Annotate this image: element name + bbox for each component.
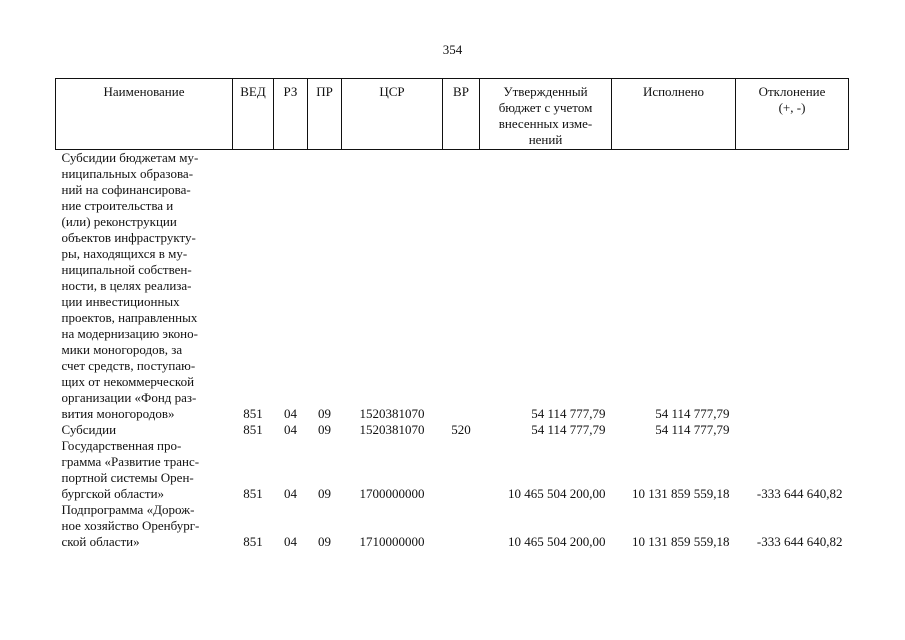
- row-name-line: (или) реконструкции: [61, 214, 177, 229]
- table-row: [56, 438, 849, 502]
- table-row: [56, 422, 849, 438]
- cell-csr: 1520381070: [359, 406, 425, 421]
- row-name-line: вития моногородов»: [61, 406, 175, 421]
- cell-vr: [443, 502, 480, 550]
- row-name: [56, 502, 233, 550]
- row-name-line: портной системы Орен-: [61, 470, 194, 485]
- header-rz: РЗ: [274, 79, 308, 150]
- row-name-line: объектов инфраструкту-: [61, 230, 196, 245]
- header-vr: ВР: [443, 79, 480, 150]
- header-approved: [480, 79, 612, 150]
- cell-pr: 09: [318, 486, 331, 501]
- cell-deviation: [736, 150, 849, 423]
- header-deviation-line: Отклонение: [758, 84, 826, 99]
- header-csr: ЦСР: [342, 79, 443, 150]
- row-name: [56, 150, 233, 423]
- budget-table: [55, 78, 849, 550]
- header-executed: Исполнено: [612, 79, 736, 150]
- header-approved-line: Утвержденный: [503, 84, 588, 99]
- cell-approved: 10 465 504 200,00: [508, 486, 606, 501]
- cell-executed: 10 131 859 559,18: [632, 534, 730, 549]
- row-name-line: на модернизацию эконо-: [61, 326, 198, 341]
- cell-pr: 09: [318, 534, 331, 549]
- cell-approved: 54 114 777,79: [531, 422, 606, 437]
- cell-approved: 54 114 777,79: [531, 406, 606, 421]
- cell-ved: 851: [243, 486, 263, 501]
- row-name: [56, 438, 233, 502]
- cell-pr: 09: [318, 422, 331, 437]
- cell-vr: [443, 150, 480, 423]
- cell-approved: 10 465 504 200,00: [508, 534, 606, 549]
- row-name-line: Субсидии бюджетам му-: [61, 150, 199, 165]
- cell-csr: 1700000000: [359, 486, 425, 501]
- cell-ved: 851: [243, 534, 263, 549]
- cell-rz: 04: [284, 486, 297, 501]
- row-name-line: Государственная про-: [61, 438, 182, 453]
- cell-vr: [443, 438, 480, 502]
- header-pr: ПР: [308, 79, 342, 150]
- cell-executed: 54 114 777,79: [655, 422, 730, 437]
- header-deviation: [736, 79, 849, 150]
- row-name: [56, 422, 233, 438]
- row-name-line: грамма «Развитие транс-: [61, 454, 200, 469]
- table-body: [56, 150, 849, 551]
- row-name-line: Подпрограмма «Дорож-: [61, 502, 195, 517]
- cell-vr: 520: [451, 422, 471, 437]
- cell-pr: 09: [318, 406, 331, 421]
- cell-deviation: [736, 422, 849, 438]
- cell-csr: 1710000000: [359, 534, 425, 549]
- table-row: [56, 502, 849, 550]
- cell-executed: 54 114 777,79: [655, 406, 730, 421]
- table-header-row: [56, 79, 849, 150]
- row-name-line: ние строительства и: [61, 198, 174, 213]
- row-name-line: ний на софинансирова-: [61, 182, 191, 197]
- cell-rz: 04: [284, 422, 297, 437]
- header-approved-line: бюджет с учетом: [498, 100, 593, 115]
- row-name-line: ное хозяйство Оренбург-: [61, 518, 200, 533]
- row-name-line: ской области»: [61, 534, 140, 549]
- header-deviation-line: (+, -): [778, 100, 806, 115]
- cell-csr: 1520381070: [359, 422, 425, 437]
- row-name-line: счет средств, поступаю-: [61, 358, 196, 373]
- page-number: 354: [442, 42, 463, 57]
- cell-executed: 10 131 859 559,18: [632, 486, 730, 501]
- header-approved-line: нений: [528, 132, 563, 147]
- row-name-line: ции инвестиционных: [61, 294, 180, 309]
- cell-rz: 04: [284, 406, 297, 421]
- row-name-line: ности, в целях реализа-: [61, 278, 192, 293]
- cell-ved: 851: [243, 406, 263, 421]
- row-name-line: проектов, направленных: [61, 310, 198, 325]
- row-name-line: ниципальных образова-: [61, 166, 194, 181]
- header-approved-line: внесенных изме-: [498, 116, 593, 131]
- row-name-line: щих от некоммерческой: [61, 374, 195, 389]
- row-name-line: Субсидии: [61, 422, 117, 437]
- header-name: Наименование: [56, 79, 233, 150]
- row-name-line: ниципальной собствен-: [61, 262, 192, 277]
- cell-deviation: -333 644 640,82: [756, 486, 843, 501]
- row-name-line: ры, находящихся в му-: [61, 246, 188, 261]
- table-row: [56, 150, 849, 423]
- cell-ved: 851: [243, 422, 263, 437]
- cell-deviation: -333 644 640,82: [756, 534, 843, 549]
- header-ved: ВЕД: [233, 79, 274, 150]
- cell-rz: 04: [284, 534, 297, 549]
- row-name-line: организации «Фонд раз-: [61, 390, 197, 405]
- row-name-line: бургской области»: [61, 486, 165, 501]
- row-name-line: мики моногородов, за: [61, 342, 183, 357]
